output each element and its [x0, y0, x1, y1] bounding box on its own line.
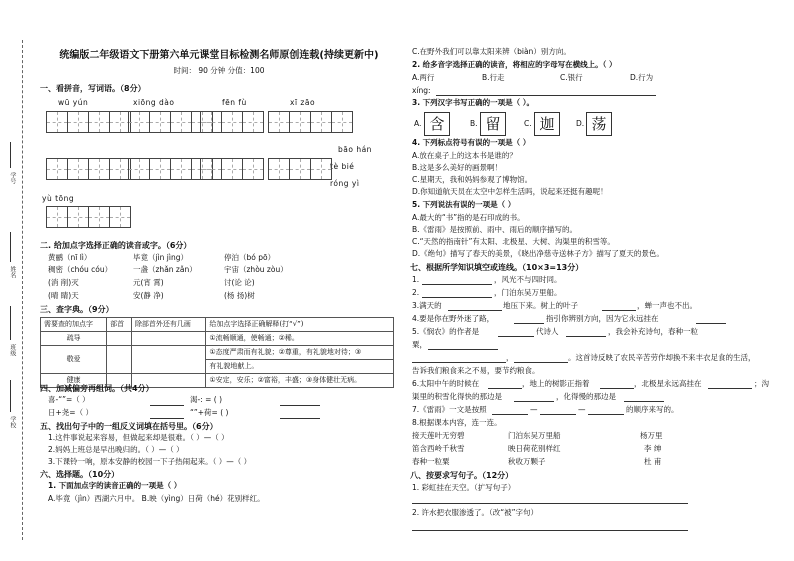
s6-q5-opt-b[interactable]: B.《雷雨》是按照前、雨中、雨后的顺序描写的。: [412, 225, 578, 234]
s2-item[interactable]: 停泊（bó pō）: [224, 253, 276, 262]
s8-q1: 1. 彩虹挂在天空。（扩写句子）: [412, 483, 516, 492]
student-id-field[interactable]: [10, 142, 11, 168]
s7-line-6d: ；沟: [754, 379, 769, 388]
answer-line[interactable]: [514, 401, 554, 402]
table-cell-word: 疏导: [41, 332, 107, 346]
s6-q3-label-a: A.: [414, 119, 422, 128]
section-7-heading: 七、根据所学知识填空或连线。（10×3=13分）: [410, 263, 584, 272]
section-8-heading: 八、按要求写句子。（12分）: [410, 471, 514, 480]
s6-q3-label-c: C.: [524, 119, 532, 128]
answer-line[interactable]: [422, 284, 492, 285]
name-field[interactable]: [10, 232, 11, 262]
s6-q4-opt-a[interactable]: A.放在桌子上的这本书是谁的？: [412, 151, 517, 160]
margin-label-name: 姓名: [8, 266, 16, 278]
table-cell-strokes[interactable]: [131, 332, 205, 346]
pinyin-fenfu: fēn fù: [222, 98, 247, 107]
s7-line-1-pre: 1.: [412, 275, 420, 284]
s6-q5-opt-d[interactable]: D.《绝句》描写了春天的美景，《晓出净慈寺送林子方》描写了夏天的景色。: [412, 249, 664, 258]
answer-line[interactable]: [514, 323, 544, 324]
table-row: [41, 346, 394, 360]
s2-item[interactable]: 元(宵 霄): [133, 278, 164, 287]
table-cell-options[interactable]: ①流畅顺通，使畅通；②稀。: [206, 332, 394, 346]
pinyin-baohan: bāo hán: [338, 145, 372, 154]
s6-q2: 2. 给多音字选择正确的读音，将相应的字母写在横线上。（ ）: [412, 60, 617, 69]
char-grid-1[interactable]: [46, 111, 130, 133]
s7-line-6: 6.太阳中午的时候在: [412, 379, 480, 388]
section-6-heading: 六、选择题。（10分）: [40, 470, 120, 479]
s6-q1-option-c[interactable]: C.在野外我们可以靠太阳来辨（biàn）别方向。: [412, 47, 571, 56]
s7-line-7d: 的顺序来写的。: [626, 405, 679, 414]
s7-line-5-pre: 5.《悯农》的作者是: [412, 327, 480, 336]
answer-line[interactable]: [422, 297, 492, 298]
pinyin-xiongdao: xiōng dào: [133, 98, 175, 107]
s7-line-5d: 。这首诗反映了农民辛苦劳作却换不来丰衣足食的生活，: [568, 353, 756, 362]
s4-item[interactable]: “”+荷= ( ): [190, 408, 229, 417]
s6-q4: 4. 下列标点符号有误的一项是（ ）: [412, 138, 531, 147]
s6-q5-opt-a[interactable]: A.最大的“书”指的是石印成的书。: [412, 213, 525, 222]
table-cell-word: 敬爱: [41, 346, 107, 374]
answer-line[interactable]: [588, 414, 624, 415]
s5-line[interactable]: 3.下课铃一响，原本安静的校园一下子热闹起来。（ ）—（ ）: [48, 457, 252, 466]
s5-line[interactable]: 2.妈妈上班总是早出晚归的。（ ）—（ ）: [48, 445, 184, 454]
class-field[interactable]: [10, 306, 11, 340]
s8-q2: 2. 许水把衣服渗透了。（改“被”字句）: [412, 508, 539, 517]
margin-label-school: 学校: [8, 416, 16, 428]
pinyin-tebie: tè bié: [330, 162, 355, 171]
s2-item[interactable]: 毕竟（jìn jìng）: [133, 253, 188, 262]
s6-q3-label-d: D.: [576, 119, 585, 128]
s6-q3-char-b[interactable]: 留: [480, 112, 506, 136]
s6-q2-opt-c[interactable]: C.银行: [560, 73, 583, 82]
char-grid-3[interactable]: [200, 111, 263, 133]
table-cell-radical[interactable]: [107, 332, 132, 346]
binding-margin: [0, 0, 34, 561]
table-cell-strokes[interactable]: [131, 346, 205, 374]
answer-line[interactable]: [488, 388, 522, 389]
table-header: 给加点字选择正确解释(打“√”): [206, 318, 394, 332]
s7-line-2-pre: 2.: [412, 288, 420, 297]
school-field[interactable]: [10, 380, 11, 412]
table-row: [41, 332, 394, 346]
char-grid-8[interactable]: [268, 158, 331, 180]
s2-item[interactable]: 宇宙（zhòu zòu）: [224, 265, 288, 274]
answer-line[interactable]: [280, 405, 320, 406]
s6-q4-opt-c[interactable]: C.星期天，我和妈妈参观了博物馆。: [412, 175, 533, 184]
section-5-heading: 五、找出句子中的一组反义词填在括号里。（6分）: [40, 422, 218, 431]
table-cell-options[interactable]: 有礼貌地献上。: [206, 360, 394, 374]
margin-label-class: 班级: [8, 344, 16, 356]
table-header-row: [41, 318, 394, 332]
s6-q3-char-d[interactable]: 荡: [586, 112, 612, 136]
section-4-heading: 四、加减偏旁再组词。（共4分）: [40, 384, 154, 393]
s4-item[interactable]: 日+尧=（ ）: [48, 408, 93, 417]
s6-q2-blank-label: xíng:: [412, 86, 431, 95]
answer-line[interactable]: [412, 362, 506, 363]
match-item-right[interactable]: 杨万里: [640, 431, 663, 440]
dictionary-table: [40, 317, 394, 388]
char-grid-7[interactable]: [200, 158, 263, 180]
table-cell-radical[interactable]: [107, 346, 132, 374]
answer-line[interactable]: [280, 418, 320, 419]
s7-line-2-text: ，门泊东吴万里船。: [494, 288, 562, 297]
match-item-left[interactable]: 接天莲叶无穷碧: [412, 431, 465, 440]
s7-line-6e: 渠里的积雪化得快的那边是: [412, 392, 502, 401]
exam-title: 统编版二年级语文下册第六单元课堂目标检测名师原创连载(持续更新中): [59, 50, 379, 61]
margin-label-student-id: 学号: [8, 172, 16, 184]
pinyin-xizao: xī zāo: [290, 98, 316, 107]
pinyin-yutong: yù tōng: [42, 194, 75, 203]
s6-q5-opt-c[interactable]: C.“天然的指南针”有太阳、北极星、大树、沟渠里的积雪等。: [412, 237, 615, 246]
s6-q4-opt-d[interactable]: D.你知道航天员在太空中怎样生活吗，说起来还挺有趣呢！: [412, 187, 608, 196]
s2-item[interactable]: 一盏（zhǎn zǎn）: [133, 265, 197, 274]
answer-line[interactable]: [150, 405, 184, 406]
s7-line-6c: ，北极星永远高挂在: [634, 379, 702, 388]
s7-line-5-mid: 代诗人: [536, 327, 559, 336]
s6-q1: 1. 下面加点字的读音正确的一项是（ ）: [48, 481, 182, 490]
s7-line-7b: —: [530, 405, 538, 414]
s6-q3-char-a[interactable]: 含: [424, 112, 450, 136]
s2-item[interactable]: 安(静 净): [133, 291, 164, 300]
s7-line-5b: 粟，: [412, 340, 427, 349]
section-1-heading: 一、看拼音，写词语。（8分）: [40, 84, 146, 93]
s6-q3: 3. 下列汉字书写正确的一项是（ ）。: [412, 98, 535, 107]
s2-item[interactable]: 讨(论 论): [224, 278, 255, 287]
s7-line-5c: ，: [506, 353, 514, 362]
match-item-right[interactable]: 杜 甫: [644, 457, 662, 466]
table-cell-options[interactable]: ①态度严肃而有礼貌；②尊重，有礼貌地对待；③: [206, 346, 394, 360]
s6-q2-opt-d[interactable]: D.行为: [630, 73, 654, 82]
answer-line[interactable]: [412, 530, 688, 531]
char-grid-9[interactable]: [46, 206, 130, 228]
s7-line-3-mid: 地压下来。树上的叶子: [503, 301, 578, 310]
match-item-middle[interactable]: 门泊东吴万里船: [508, 431, 561, 440]
answer-line[interactable]: [600, 388, 634, 389]
match-item-middle[interactable]: 映日荷花别样红: [508, 444, 561, 453]
answer-line[interactable]: [624, 401, 664, 402]
answer-line[interactable]: [514, 362, 568, 363]
s7-line-3-pre: 3.满天的: [412, 301, 442, 310]
s6-q4-opt-b[interactable]: B.这是多么美好的画景啊！: [412, 163, 503, 172]
s2-item[interactable]: (消 削)灭: [48, 278, 79, 287]
s4-item[interactable]: 喜-“”=（ ）: [48, 395, 90, 404]
char-grid-5[interactable]: [46, 158, 130, 180]
s6-q5: 5. 下列说法有误的一项是（ ）: [412, 200, 516, 209]
s7-line-4-mid: 指引你辨别方向，因为它永远挂在: [546, 314, 659, 323]
s6-q3-label-b: B.: [470, 119, 478, 128]
table-cell-options[interactable]: ①安定，安乐；②富裕，丰盛；③身体健壮无病。: [206, 374, 394, 388]
section-2-heading: 二. 给加点字选择正确的读音或字。（6分）: [40, 241, 192, 250]
s7-line-8: 8.根据课本内容，连一连。: [412, 418, 502, 427]
table-header: 需要查的加点字: [41, 318, 107, 332]
match-item-right[interactable]: 李 绅: [644, 444, 662, 453]
answer-line[interactable]: [492, 414, 528, 415]
fold-line: [22, 40, 23, 540]
s7-line-5e: 告诉我们粮食来之不易，要节约粮食。: [412, 366, 540, 375]
answer-line[interactable]: [436, 95, 656, 96]
s2-item[interactable]: (杨 扬)树: [224, 291, 255, 300]
answer-line[interactable]: [428, 349, 498, 350]
s4-item[interactable]: 渴-: = ( ): [190, 395, 223, 404]
s5-line[interactable]: 1.这件事说起来容易，但做起来却是很难。（ ）—（ ）: [48, 433, 229, 442]
answer-line[interactable]: [602, 310, 636, 311]
s7-line-7c: —: [578, 405, 586, 414]
s7-line-6f: ，化得慢的那边是: [556, 392, 616, 401]
s6-q2-opt-b[interactable]: B.行走: [482, 73, 505, 82]
answer-line[interactable]: [708, 388, 752, 389]
s7-line-6b: ，地上的树影正指着: [522, 379, 590, 388]
pinyin-rongyi: róng yì: [330, 179, 360, 188]
table-header: 部首: [107, 318, 132, 332]
pinyin-wuyun: wū yún: [58, 98, 89, 107]
exam-meta: 时间： 90 分钟 分值：100: [173, 66, 265, 75]
answer-line[interactable]: [448, 310, 502, 311]
char-grid-4[interactable]: [268, 111, 352, 133]
answer-line[interactable]: [498, 336, 534, 337]
s6-q1-options[interactable]: A.毕竟（jìn）西湖六月中。 B.映（yìng）日荷（hé）花别样红。: [48, 494, 265, 503]
match-item-left[interactable]: 春种一粒粟: [412, 457, 450, 466]
table-header: 除部首外还有几画: [131, 318, 205, 332]
s6-q3-char-c[interactable]: 迦: [534, 112, 560, 136]
match-item-middle[interactable]: 秋收万颗子: [508, 457, 546, 466]
s7-line-1-text: ，风光不与四时同。: [494, 275, 562, 284]
answer-line[interactable]: [540, 414, 576, 415]
s7-line-5-post: ，我会补充诗句，春种一粒: [608, 327, 698, 336]
answer-line[interactable]: [150, 418, 184, 419]
s7-line-7: 7.《雷雨》一文是按照: [412, 405, 487, 414]
s2-item[interactable]: 稠密（chóu cóu）: [48, 265, 113, 274]
answer-line[interactable]: [412, 503, 688, 504]
s2-item[interactable]: (晴 睛)天: [48, 291, 79, 300]
s7-line-4-pre: 4.要是你在野外迷了路，: [412, 314, 495, 323]
match-item-left[interactable]: 笛含西岭千秋雪: [412, 444, 465, 453]
table-cell-word: 健康: [41, 374, 107, 388]
answer-line[interactable]: [696, 323, 726, 324]
s2-item[interactable]: 黄鹂（nī lì）: [48, 253, 92, 262]
s7-line-3-post: ，蝉一声也不出。: [637, 301, 697, 310]
s6-q2-opt-a[interactable]: A.两行: [412, 73, 435, 82]
section-3-heading: 三、查字典。（9分）: [40, 305, 114, 314]
answer-line[interactable]: [566, 336, 606, 337]
